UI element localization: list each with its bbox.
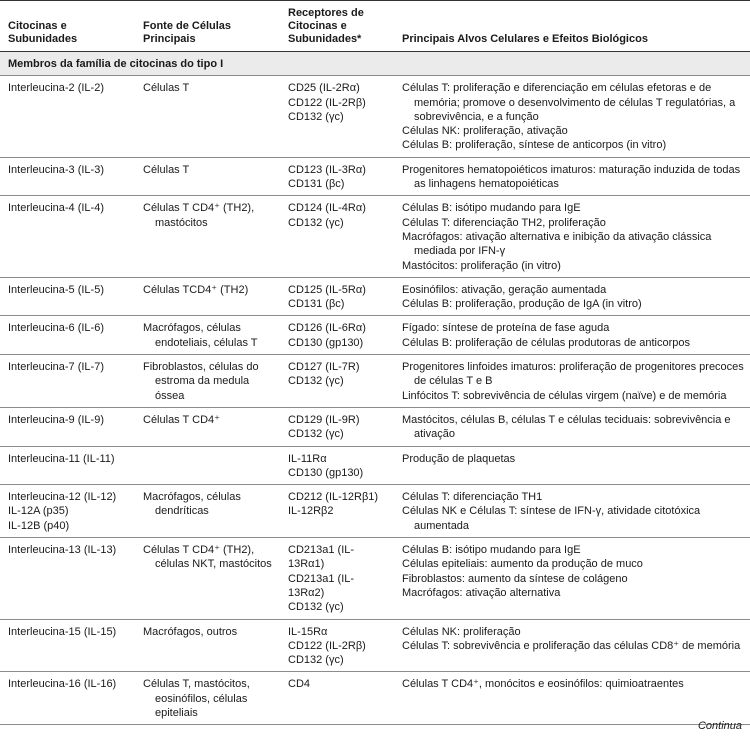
cytokine-line: Interleucina-4 (IL-4)	[8, 202, 104, 215]
source-line: Macrófagos, células dendríticas	[143, 491, 241, 518]
receptor-line: CD122 (IL-2Rβ)	[288, 639, 366, 652]
source-line: Células T CD4⁺ (TH2), células NKT, mastócitos	[143, 544, 272, 571]
effect-line: Células T: diferenciação TH1	[402, 491, 543, 504]
receptor-line: CD124 (IL-4Rα)	[288, 202, 366, 215]
receptor-line: CD127 (IL-7R)	[288, 361, 360, 374]
effect-line: Células B: proliferação, produção de IgA (in vitro)	[402, 298, 642, 311]
table-row	[0, 316, 750, 355]
receptor-cell	[280, 538, 394, 619]
source-line: Macrófagos, células endoteliais, células T	[143, 322, 258, 349]
receptor-line: IL-11Rα	[288, 452, 327, 465]
header-receptors: Receptores de Citocinas e Subunidades*	[280, 1, 394, 52]
cytokine-cell	[0, 157, 135, 196]
source-cell	[135, 446, 280, 485]
cytokine-cell	[0, 538, 135, 619]
receptor-line: CD4	[288, 678, 311, 691]
receptor-line: CD212 (IL-12Rβ1)	[288, 491, 379, 504]
table-row	[0, 446, 750, 485]
effects-cell	[394, 538, 750, 619]
table-row	[0, 538, 750, 619]
source-cell	[135, 672, 280, 725]
cytokine-cell	[0, 672, 135, 725]
effect-line: Produção de plaquetas	[402, 452, 516, 465]
effect-line: Células T CD4⁺, monócitos e eosinófilos: quimioatraentes	[402, 678, 684, 691]
effect-line: Células B: isótipo mudando para IgE	[402, 544, 581, 557]
receptor-cell	[280, 355, 394, 408]
receptor-line: CD126 (IL-6Rα)	[288, 322, 366, 335]
effect-line: Macrófagos: ativação alternativa e inibição da ativação clássica mediada por IFN-γ	[402, 230, 712, 258]
receptor-line: CD132 (γc)	[288, 428, 344, 441]
receptor-cell	[280, 619, 394, 672]
table-row	[0, 407, 750, 446]
receptor-line: CD130 (gp130)	[288, 466, 364, 479]
effect-line: Células T: proliferação e diferenciação em células efetoras e de memória; promove o desenvolvimento de células T regulatórias, a sobrevivência, e a função	[402, 82, 736, 123]
receptor-line: CD25 (IL-2Rα)	[288, 82, 360, 95]
source-cell	[135, 157, 280, 196]
source-line: Células T, mastócitos, eosinófilos, células epiteliais	[143, 678, 250, 719]
receptor-line: CD131 (βc)	[288, 298, 345, 311]
effect-line: Mastócitos: proliferação (in vitro)	[402, 259, 561, 272]
cytokine-line: Interleucina-7 (IL-7)	[8, 361, 104, 374]
effect-line: Macrófagos: ativação alternativa	[402, 586, 561, 599]
effects-cell	[394, 76, 750, 157]
header-source-cells: Fonte de Células Principais	[135, 1, 280, 52]
cytokine-line: Interleucina-11 (IL-11)	[8, 452, 115, 465]
cytokine-line: Interleucina-9 (IL-9)	[8, 413, 104, 426]
effect-line: Mastócitos, células B, células T e células teciduais: sobrevivência e ativação	[402, 413, 731, 441]
receptor-line: CD132 (γc)	[288, 110, 344, 123]
receptor-line: CD122 (IL-2Rβ)	[288, 96, 366, 109]
receptor-cell	[280, 76, 394, 157]
receptor-line: IL-15Rα	[288, 625, 328, 638]
header-targets-effects: Principais Alvos Celulares e Efeitos Biológicos	[394, 1, 750, 52]
effects-cell	[394, 157, 750, 196]
receptor-line: IL-12Rβ2	[288, 505, 334, 518]
receptor-cell	[280, 316, 394, 355]
effects-cell	[394, 446, 750, 485]
source-line: Células T	[143, 82, 190, 95]
receptor-cell	[280, 407, 394, 446]
receptor-cell	[280, 196, 394, 277]
receptor-line: CD132 (γc)	[288, 375, 344, 388]
cytokine-line: Interleucina-13 (IL-13)	[8, 544, 117, 557]
cytokine-line: IL-12A (p35)	[8, 505, 69, 518]
table-row	[0, 485, 750, 538]
effect-line: Fibroblastos: aumento da síntese de colágeno	[402, 572, 628, 585]
effect-line: Linfócitos T: sobrevivência de células virgem (naïve) e de memória	[402, 389, 727, 402]
effect-line: Eosinófilos: ativação, geração aumentada	[402, 283, 607, 296]
cytokine-line: Interleucina-16 (IL-16)	[8, 678, 117, 691]
source-cell	[135, 538, 280, 619]
section-row	[0, 52, 750, 76]
source-cell	[135, 316, 280, 355]
receptor-line: CD132 (γc)	[288, 654, 344, 667]
table-header-row	[0, 1, 750, 52]
cytokine-cell	[0, 407, 135, 446]
effect-line: Células T: sobrevivência e proliferação das células CD8⁺ de memória	[402, 639, 741, 652]
source-cell	[135, 196, 280, 277]
receptor-line: CD125 (IL-5Rα)	[288, 283, 366, 296]
effects-cell	[394, 196, 750, 277]
effect-line: Células B: proliferação, síntese de anticorpos (in vitro)	[402, 139, 667, 152]
receptor-line: CD130 (gp130)	[288, 336, 364, 349]
receptor-cell	[280, 277, 394, 316]
table-row	[0, 277, 750, 316]
receptor-line: CD131 (βc)	[288, 178, 345, 191]
cytokine-cell	[0, 277, 135, 316]
receptor-line: CD132 (γc)	[288, 601, 344, 614]
table-row	[0, 76, 750, 157]
effect-line: Fígado: síntese de proteína de fase aguda	[402, 322, 610, 335]
cytokine-line: Interleucina-2 (IL-2)	[8, 82, 104, 95]
receptor-line: CD132 (γc)	[288, 216, 344, 229]
source-cell	[135, 407, 280, 446]
receptor-line: CD129 (IL-9R)	[288, 413, 360, 426]
cytokine-cell	[0, 316, 135, 355]
effects-cell	[394, 407, 750, 446]
effect-line: Células NK: proliferação, ativação	[402, 125, 568, 138]
receptor-line: CD213a1 (IL-13Rα1)	[288, 544, 355, 571]
continues-label: Continua	[697, 720, 742, 732]
receptor-cell	[280, 446, 394, 485]
cytokine-cell	[0, 485, 135, 538]
source-cell	[135, 619, 280, 672]
effects-cell	[394, 619, 750, 672]
receptor-cell	[280, 485, 394, 538]
effect-line: Progenitores linfoides imaturos: proliferação de progenitores precoces de células T e B	[402, 361, 744, 388]
source-cell	[135, 355, 280, 408]
source-line: Macrófagos, outros	[143, 625, 238, 638]
receptor-line: CD123 (IL-3Rα)	[288, 163, 366, 176]
source-line: Células T	[143, 163, 190, 176]
section-title: Membros da família de citocinas do tipo I	[0, 52, 750, 76]
cytokine-line: Interleucina-15 (IL-15)	[8, 625, 117, 638]
source-line: Células TCD4⁺ (TH2)	[143, 283, 249, 296]
receptor-cell	[280, 157, 394, 196]
table-row	[0, 619, 750, 672]
receptor-line: CD213a1 (IL-13Rα2)	[288, 572, 355, 599]
cytokine-line: Interleucina-6 (IL-6)	[8, 322, 104, 335]
source-cell	[135, 277, 280, 316]
cytokine-cell	[0, 446, 135, 485]
effect-line: Células epiteliais: aumento da produção de muco	[402, 558, 643, 571]
effect-line: Progenitores hematopoiéticos imaturos: maturação induzida de todas as linhagens hematopoiéticas	[402, 163, 741, 191]
cytokine-line: Interleucina-12 (IL-12)	[8, 491, 117, 504]
effect-line: Células NK: proliferação	[402, 625, 521, 638]
effects-cell	[394, 277, 750, 316]
cytokine-line: IL-12B (p40)	[8, 519, 70, 532]
effect-line: Células B: isótipo mudando para IgE	[402, 202, 581, 215]
header-cytokines: Citocinas e Subunidades	[0, 1, 135, 52]
source-line: Células T CD4⁺	[143, 413, 220, 426]
receptor-cell	[280, 672, 394, 725]
table-row	[0, 157, 750, 196]
cytokine-cell	[0, 355, 135, 408]
effects-cell	[394, 672, 750, 725]
source-cell	[135, 76, 280, 157]
source-cell	[135, 485, 280, 538]
cytokine-line: Interleucina-3 (IL-3)	[8, 163, 104, 176]
cytokine-cell	[0, 196, 135, 277]
table-row	[0, 672, 750, 725]
effect-line: Células T: diferenciação TH2, proliferação	[402, 216, 606, 229]
effect-line: Células B: proliferação de células produtoras de anticorpos	[402, 336, 690, 349]
effects-cell	[394, 485, 750, 538]
effect-line: Células NK e Células T: síntese de IFN-γ, atividade citotóxica aumentada	[402, 505, 701, 532]
cytokine-cell	[0, 76, 135, 157]
table-row	[0, 196, 750, 277]
cytokine-cell	[0, 619, 135, 672]
source-line: Fibroblastos, células do estroma da medula óssea	[143, 361, 259, 402]
effects-cell	[394, 316, 750, 355]
source-line: Células T CD4⁺ (TH2), mastócitos	[143, 202, 255, 229]
effects-cell	[394, 355, 750, 408]
cytokine-line: Interleucina-5 (IL-5)	[8, 283, 104, 296]
table-row	[0, 355, 750, 408]
